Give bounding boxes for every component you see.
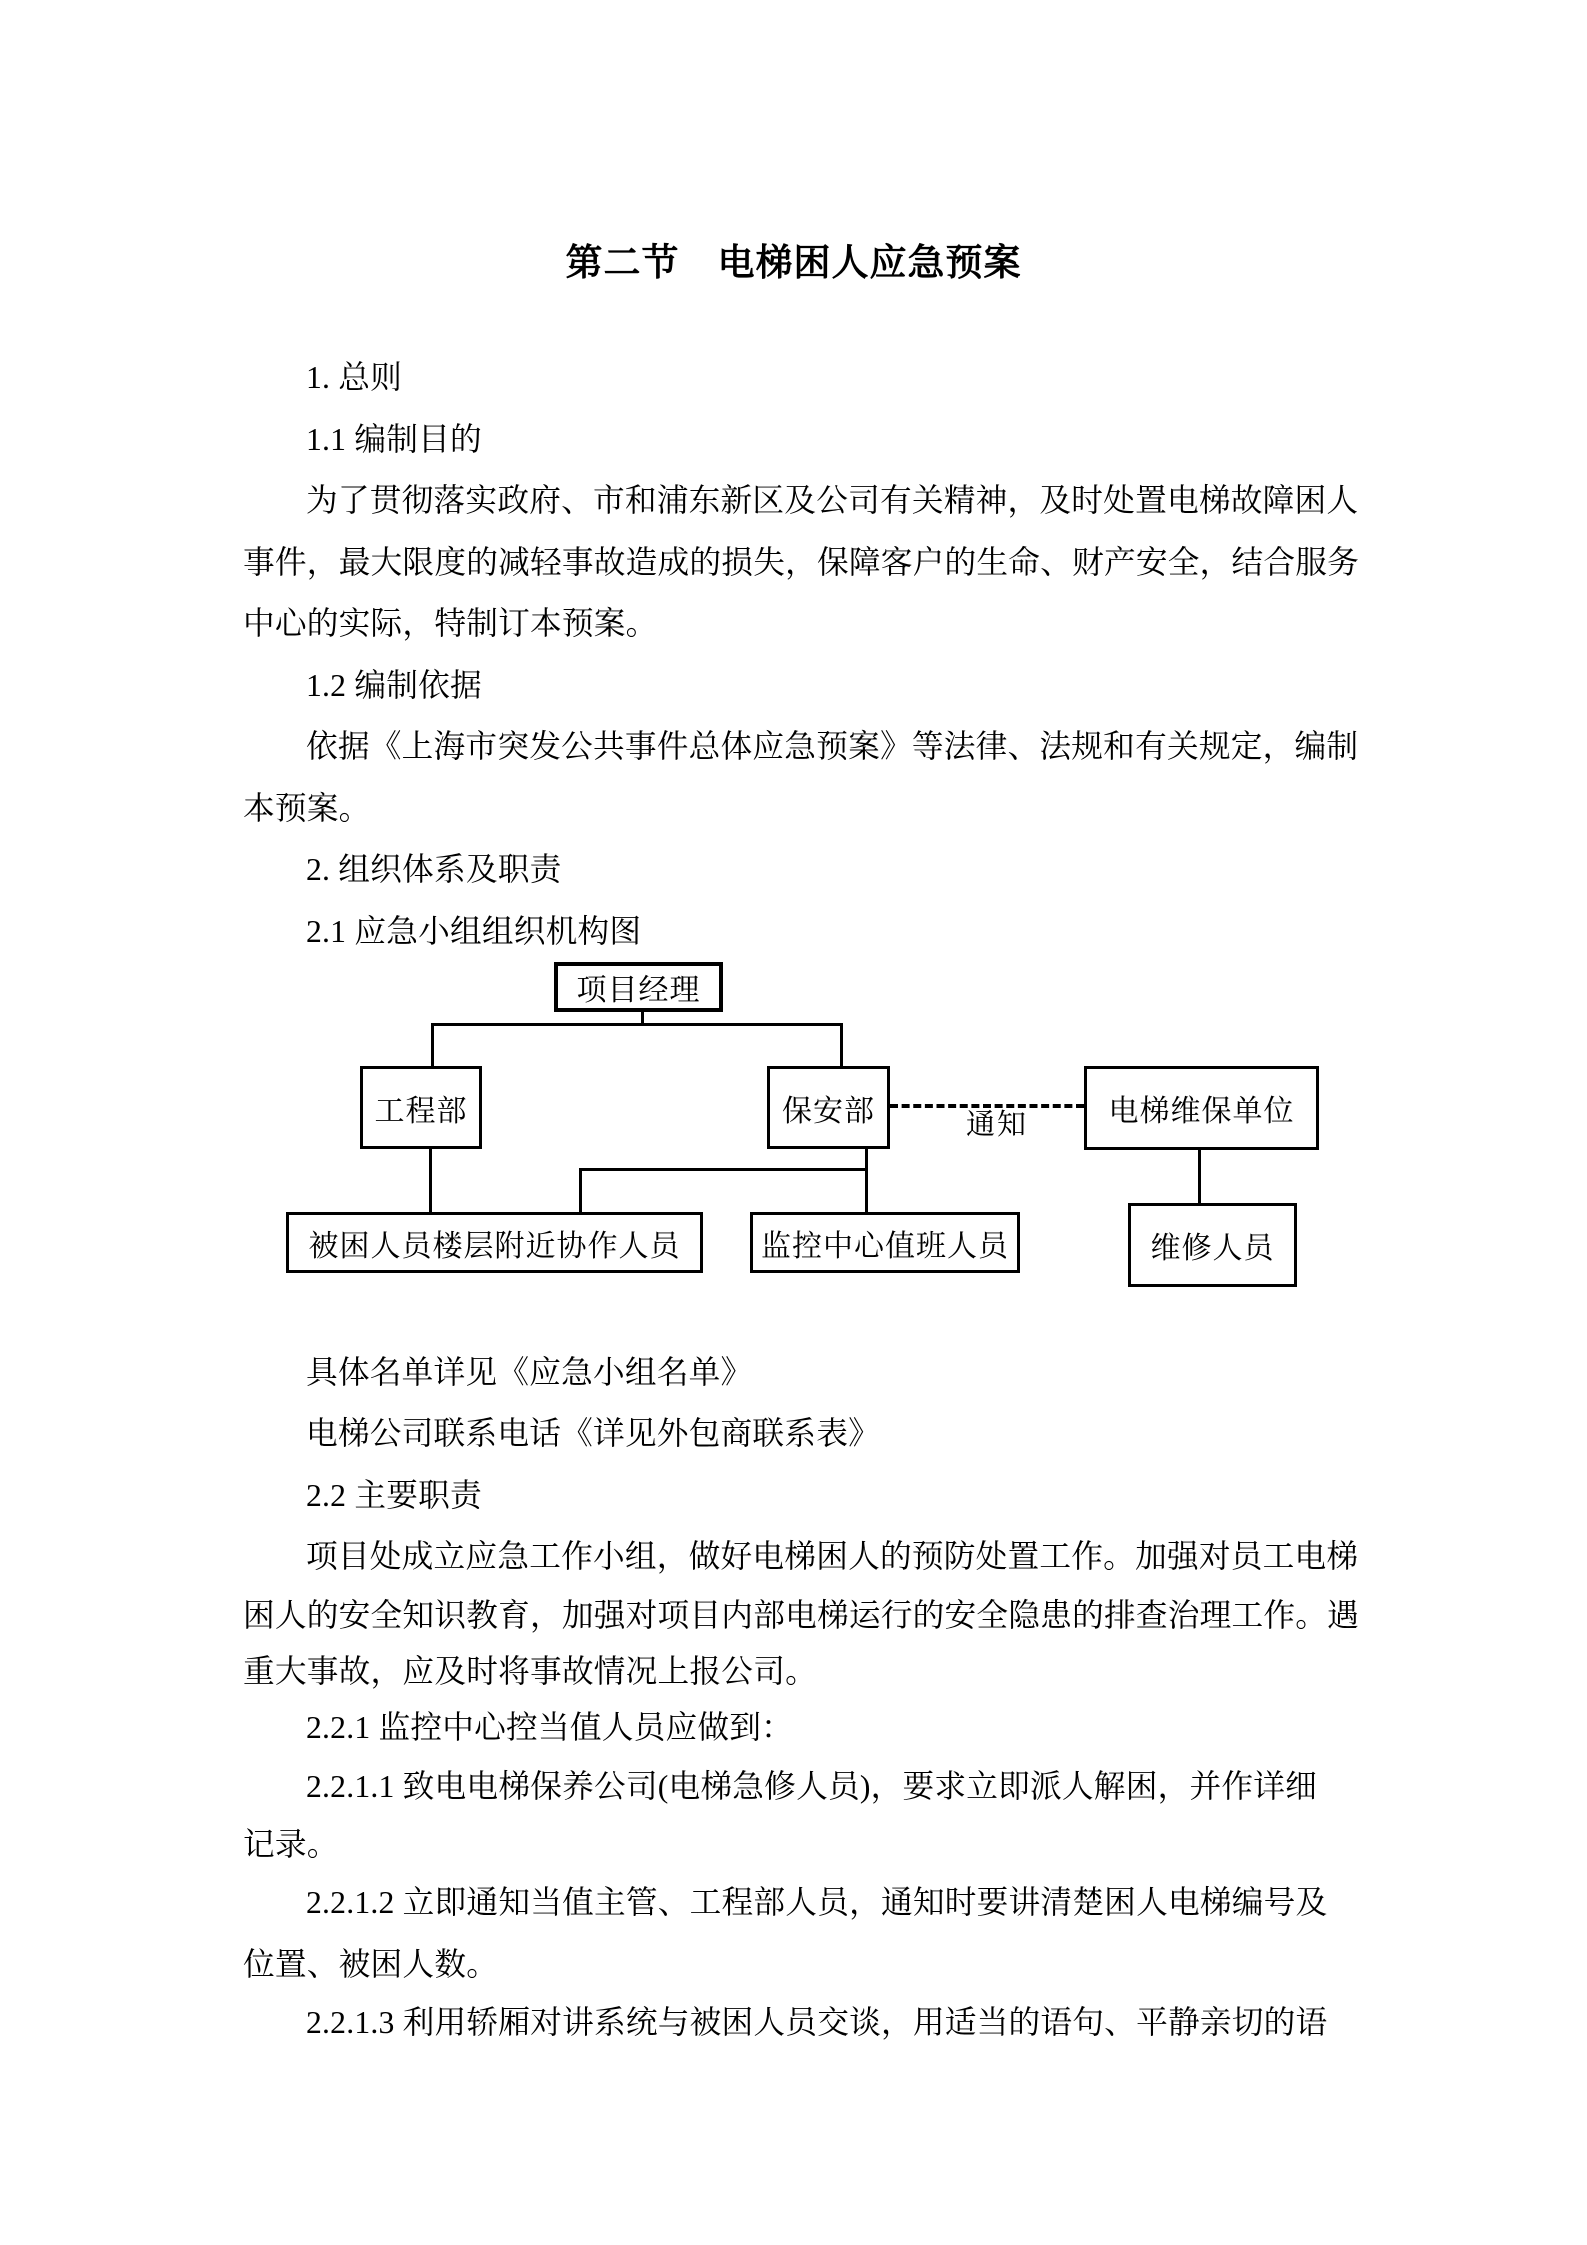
text-line: 本预案。 [243, 791, 371, 826]
text-line: 2.2.1.1 致电电梯保养公司(电梯急修人员)，要求立即派人解困，并作详细 [306, 1769, 1318, 1804]
text-line: 记录。 [243, 1827, 339, 1862]
org-node-engineering-dept [360, 1066, 482, 1149]
connector-security-to-trapped [579, 1168, 582, 1212]
org-node-label: 保安部 [782, 1094, 875, 1128]
org-node-monitoring-center-duty-staff [750, 1212, 1020, 1273]
text-line: 2.2.1.3 利用轿厢对讲系统与被困人员交谈，用适当的语句、平静亲切的语 [306, 2005, 1328, 2040]
org-node-label: 电梯维保单位 [1108, 1095, 1295, 1128]
connector-to-engineering [431, 1023, 434, 1066]
text-line: 2.1 应急小组组织机构图 [306, 914, 642, 949]
org-node-label: 被困人员楼层附近协作人员 [308, 1229, 681, 1263]
connector-security-to-monitoring [865, 1149, 868, 1212]
org-node-elevator-maintenance-unit [1084, 1066, 1319, 1150]
org-node-label: 工程部 [374, 1094, 468, 1128]
text-line: 中心的实际，特制订本预案。 [243, 606, 658, 641]
section-title: 第二节 电梯困人应急预案 [565, 243, 1022, 284]
text-line: 困人的安全知识教育，加强对项目内部电梯运行的安全隐患的排查治理工作。遇 [243, 1598, 1360, 1633]
text-line: 1.2 编制依据 [306, 668, 482, 703]
text-line: 2.2.1.2 立即通知当值主管、工程部人员，通知时要讲清楚困人电梯编号及 [306, 1885, 1328, 1920]
org-node-repair-staff [1128, 1203, 1297, 1287]
notify-edge-label: 通知 [966, 1109, 1029, 1141]
text-line: 项目处成立应急工作小组，做好电梯困人的预防处置工作。加强对员工电梯 [306, 1539, 1359, 1574]
org-node-security-dept [767, 1066, 890, 1149]
text-line: 2.2 主要职责 [306, 1478, 482, 1513]
text-line: 重大事故，应及时将事故情况上报公司。 [243, 1654, 817, 1689]
text-line: 具体名单详见《应急小组名单》 [306, 1355, 753, 1390]
org-node-trapped-floor-assist-staff [286, 1212, 703, 1273]
connector-security-jog-horizontal [579, 1168, 868, 1171]
connector-engineering-to-trapped [429, 1149, 432, 1212]
connector-to-security [840, 1023, 843, 1066]
text-line: 1. 总则 [306, 360, 403, 395]
text-line: 依据《上海市突发公共事件总体应急预案》等法律、法规和有关规定，编制 [306, 729, 1359, 764]
text-line: 1.1 编制目的 [306, 422, 482, 457]
org-node-project-manager [554, 962, 723, 1012]
connector-top-horizontal [431, 1023, 843, 1026]
text-line: 2. 组织体系及职责 [306, 852, 562, 887]
text-line: 事件，最大限度的减轻事故造成的损失，保障客户的生命、财产安全，结合服务 [243, 545, 1360, 580]
text-line: 2.2.1 监控中心控当值人员应做到： [306, 1710, 794, 1745]
org-node-label: 监控中心值班人员 [761, 1229, 1009, 1263]
connector-maintenance-to-repair [1198, 1150, 1201, 1203]
text-line: 位置、被困人数。 [243, 1947, 499, 1982]
text-line: 电梯公司联系电话《详见外包商联系表》 [306, 1416, 880, 1451]
text-line: 为了贯彻落实政府、市和浦东新区及公司有关精神，及时处置电梯故障困人 [306, 483, 1359, 518]
org-node-label: 维修人员 [1150, 1232, 1275, 1265]
org-node-label: 项目经理 [576, 974, 701, 1007]
